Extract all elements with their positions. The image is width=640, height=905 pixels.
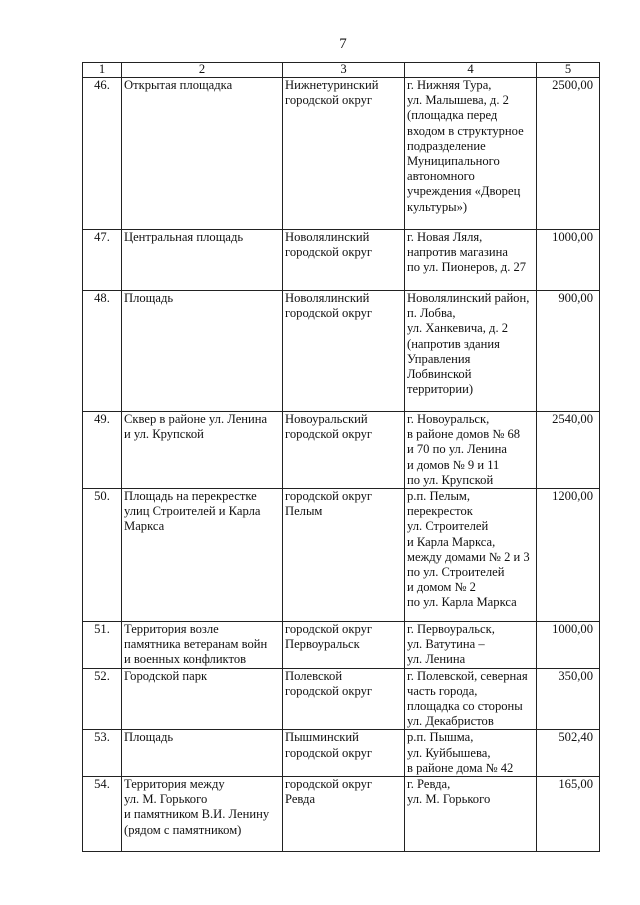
site-address: р.п. Пелым, перекресток ул. Строителей и Карла Маркса, между домами № 2 и 3 по ул. Строителей и домом № 2 по ул. Карла Маркса xyxy=(405,489,537,622)
municipal-district: Новолялинский городской округ xyxy=(283,291,405,412)
municipal-district: Пышминский городской округ xyxy=(283,730,405,777)
header-col-address: 4 xyxy=(405,63,537,78)
row-number: 46. xyxy=(83,78,122,230)
page-number: 7 xyxy=(339,36,347,52)
row-number: 49. xyxy=(83,412,122,489)
row-number: 53. xyxy=(83,730,122,777)
row-number: 47. xyxy=(83,230,122,291)
site-name: Центральная площадь xyxy=(122,230,283,291)
site-name: Сквер в районе ул. Ленина и ул. Крупской xyxy=(122,412,283,489)
site-address: г. Новая Ляля, напротив магазина по ул. Пионеров, д. 27 xyxy=(405,230,537,291)
row-number: 52. xyxy=(83,668,122,730)
header-col-name: 2 xyxy=(122,63,283,78)
site-area: 350,00 xyxy=(537,668,600,730)
site-name: Площадь на перекрестке улиц Строителей и Карла Маркса xyxy=(122,489,283,622)
site-area: 2540,00 xyxy=(537,412,600,489)
site-name: Площадь xyxy=(122,291,283,412)
site-area: 165,00 xyxy=(537,777,600,852)
site-area: 1000,00 xyxy=(537,622,600,669)
table-row xyxy=(83,489,600,622)
site-area: 2500,00 xyxy=(537,78,600,230)
header-col-district: 3 xyxy=(283,63,405,78)
site-address: г. Первоуральск, ул. Ватутина – ул. Ленина xyxy=(405,622,537,669)
municipal-district: Нижнетуринский городской округ xyxy=(283,78,405,230)
row-number: 54. xyxy=(83,777,122,852)
site-address: Новолялинский район, п. Лобва, ул. Ханкевича, д. 2 (напротив здания Управления Лобвинской территории) xyxy=(405,291,537,412)
sites-table xyxy=(82,62,600,852)
row-number: 48. xyxy=(83,291,122,412)
table-row xyxy=(83,291,600,412)
header-col-number: 1 xyxy=(83,63,122,78)
site-area: 900,00 xyxy=(537,291,600,412)
site-name: Городской парк xyxy=(122,668,283,730)
municipal-district: Новоуральский городской округ xyxy=(283,412,405,489)
site-address: г. Нижняя Тура, ул. Малышева, д. 2 (площадка перед входом в структурное подразделение Муниципального автономного учреждения «Дворец культуры») xyxy=(405,78,537,230)
table-row xyxy=(83,730,600,777)
site-area: 1200,00 xyxy=(537,489,600,622)
site-address: р.п. Пышма, ул. Куйбышева, в районе дома № 42 xyxy=(405,730,537,777)
header-row xyxy=(83,63,600,78)
table-row xyxy=(83,412,600,489)
site-name: Территория возле памятника ветеранам войн и военных конфликтов xyxy=(122,622,283,669)
row-number: 50. xyxy=(83,489,122,622)
site-address: г. Ревда, ул. М. Горького xyxy=(405,777,537,852)
municipal-district: Полевской городской округ xyxy=(283,668,405,730)
site-area: 502,40 xyxy=(537,730,600,777)
site-address: г. Новоуральск, в районе домов № 68 и 70 по ул. Ленина и домов № 9 и 11 по ул. Крупской xyxy=(405,412,537,489)
row-number: 51. xyxy=(83,622,122,669)
site-name: Площадь xyxy=(122,730,283,777)
site-area: 1000,00 xyxy=(537,230,600,291)
site-name: Территория между ул. М. Горького и памятником В.И. Ленину (рядом с памятником) xyxy=(122,777,283,852)
table-row xyxy=(83,777,600,852)
municipal-district: городской округ Пелым xyxy=(283,489,405,622)
header-col-area: 5 xyxy=(537,63,600,78)
municipal-district: Новолялинский городской округ xyxy=(283,230,405,291)
municipal-district: городской округ Первоуральск xyxy=(283,622,405,669)
table-row xyxy=(83,78,600,230)
table-row xyxy=(83,230,600,291)
table-row xyxy=(83,668,600,730)
site-address: г. Полевской, северная часть города, площадка со стороны ул. Декабристов xyxy=(405,668,537,730)
site-name: Открытая площадка xyxy=(122,78,283,230)
municipal-district: городской округ Ревда xyxy=(283,777,405,852)
table-row xyxy=(83,622,600,669)
